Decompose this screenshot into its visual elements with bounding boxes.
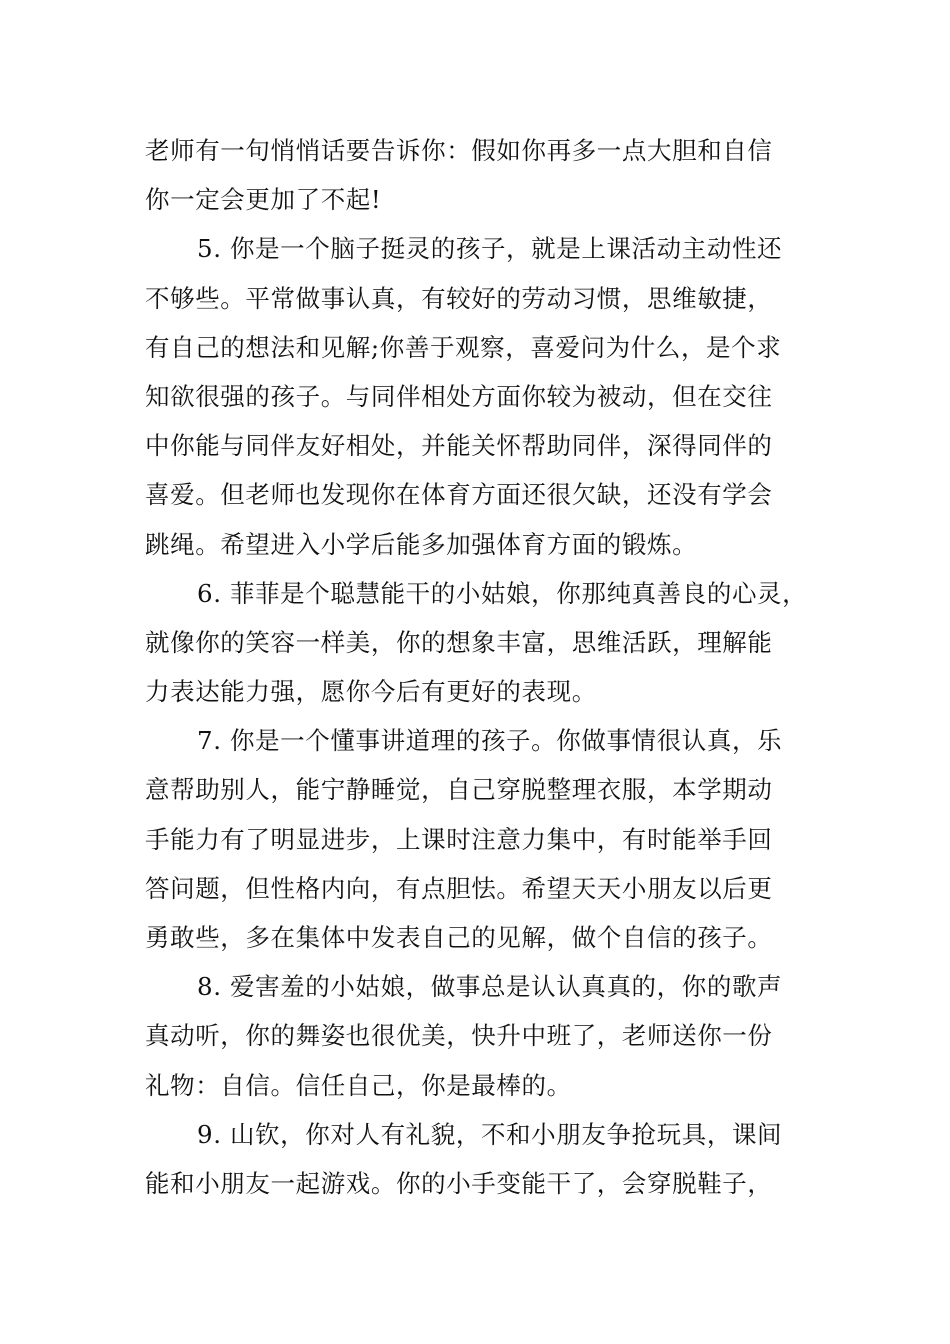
text-line: 有自己的想法和见解;你善于观察，喜爱问为什么，是个求	[145, 332, 782, 362]
text-line: 9. 山钦，你对人有礼貌，不和小朋友争抢玩具，课间	[197, 1119, 783, 1149]
document-body-text	[145, 126, 810, 1208]
text-line: 6. 菲菲是个聪慧能干的小姑娘，你那纯真善良的心灵，	[197, 578, 808, 608]
text-line: 老师有一句悄悄话要告诉你：假如你再多一点大胆和自信	[145, 136, 773, 165]
text-line: 能和小朋友一起游戏。你的小手变能干了，会穿脱鞋子，	[145, 1168, 773, 1198]
text-line: 不够些。平常做事认真，有较好的劳动习惯，思维敏捷，	[145, 283, 773, 313]
text-line: 真动听，你的舞姿也很优美，快升中班了，老师送你一份	[145, 1021, 773, 1051]
text-line: 喜爱。但老师也发现你在体育方面还很欠缺，还没有学会	[145, 480, 773, 510]
text-line: 7. 你是一个懂事讲道理的孩子。你做事情很认真，乐	[197, 726, 783, 756]
text-line: 5. 你是一个脑子挺灵的孩子，就是上课活动主动性还	[197, 234, 783, 264]
text-line: 勇敢些，多在集体中发表自己的见解，做个自信的孩子。	[145, 923, 773, 952]
text-line: 力表达能力强，愿你今后有更好的表现。	[145, 677, 597, 707]
text-line: 8. 爱害羞的小姑娘，做事总是认认真真的，你的歌声	[197, 972, 783, 1002]
text-line: 答问题，但性格内向，有点胆怯。希望天天小朋友以后更	[145, 873, 773, 903]
text-line: 知欲很强的孩子。与同伴相处方面你较为被动，但在交往	[145, 381, 773, 411]
text-line: 跳绳。希望进入小学后能多加强体育方面的锻炼。	[145, 529, 698, 559]
text-line: 意帮助别人，能宁静睡觉，自己穿脱整理衣服，本学期动	[145, 775, 773, 805]
text-line: 手能力有了明显进步，上课时注意力集中，有时能举手回	[145, 824, 773, 854]
text-line: 就像你的笑容一样美，你的想象丰富，思维活跃，理解能	[145, 627, 773, 657]
text-line: 中你能与同伴友好相处，并能关怀帮助同伴，深得同伴的	[145, 431, 773, 461]
text-line: 你一定会更加了不起!	[145, 185, 382, 215]
text-line: 礼物：自信。信任自己，你是最棒的。	[145, 1070, 572, 1100]
